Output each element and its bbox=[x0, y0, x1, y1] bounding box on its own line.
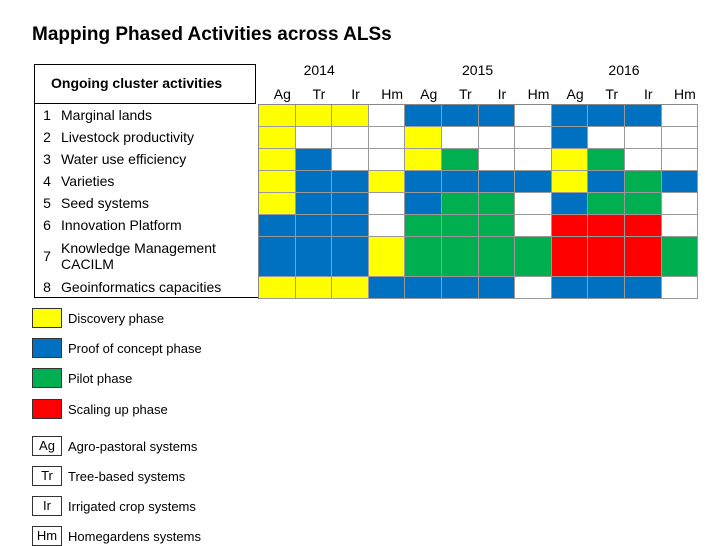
activity-label-line: Seed systems bbox=[61, 195, 149, 211]
system-code-label: Tree-based systems bbox=[68, 469, 186, 484]
year-label: 2014 bbox=[303, 62, 335, 78]
activity-label-line: Livestock productivity bbox=[61, 129, 195, 145]
phase-cell bbox=[588, 105, 625, 127]
phase-cell bbox=[296, 105, 333, 127]
activity-label-line: CACILM bbox=[61, 256, 114, 272]
phase-cell bbox=[662, 105, 699, 127]
phase-cell bbox=[625, 127, 662, 149]
phase-cell bbox=[332, 105, 369, 127]
system-code-header: Ir bbox=[351, 86, 360, 102]
phase-cell bbox=[259, 215, 296, 237]
system-code-header: Ag bbox=[566, 86, 584, 102]
phase-cell bbox=[259, 127, 296, 149]
phase-cell bbox=[515, 127, 552, 149]
phase-cell bbox=[369, 171, 406, 193]
system-code-header: Tr bbox=[312, 86, 326, 102]
phase-cell bbox=[442, 105, 479, 127]
activity-label bbox=[61, 129, 194, 145]
phase-cell bbox=[625, 237, 662, 277]
phase-cell bbox=[442, 237, 479, 277]
legend-swatch bbox=[32, 368, 62, 388]
phase-cell bbox=[552, 149, 589, 171]
activity-label bbox=[61, 195, 149, 211]
phase-cell bbox=[588, 127, 625, 149]
legend-label: Discovery phase bbox=[68, 311, 165, 326]
phase-cell bbox=[296, 127, 333, 149]
phase-cell bbox=[259, 237, 296, 277]
phase-cell bbox=[588, 193, 625, 215]
activity-number: 7 bbox=[43, 248, 51, 264]
phase-cell bbox=[332, 171, 369, 193]
phase-cell bbox=[442, 127, 479, 149]
phase-cell bbox=[479, 277, 516, 299]
phase-cell bbox=[625, 193, 662, 215]
phase-cell bbox=[369, 149, 406, 171]
phase-cell bbox=[588, 171, 625, 193]
system-code-box: Ir bbox=[32, 496, 62, 516]
phase-cell bbox=[479, 193, 516, 215]
activity-label-line: Innovation Platform bbox=[61, 217, 182, 233]
activity-label-line: Marginal lands bbox=[61, 107, 153, 123]
phase-cell bbox=[332, 193, 369, 215]
phase-cell bbox=[479, 127, 516, 149]
phase-cell bbox=[369, 105, 406, 127]
phase-cell bbox=[515, 105, 552, 127]
system-code-box: Ag bbox=[32, 436, 62, 456]
legend-label: Pilot phase bbox=[68, 371, 133, 386]
phase-cell bbox=[479, 171, 516, 193]
phase-cell bbox=[625, 105, 662, 127]
phase-cell bbox=[588, 149, 625, 171]
phase-cell bbox=[662, 215, 699, 237]
phase-cell bbox=[369, 237, 406, 277]
phase-cell bbox=[625, 277, 662, 299]
phase-cell bbox=[405, 127, 442, 149]
phase-cell bbox=[479, 215, 516, 237]
system-code-header: Hm bbox=[381, 86, 403, 102]
legend-swatch bbox=[32, 399, 62, 419]
phase-cell bbox=[442, 171, 479, 193]
year-label: 2016 bbox=[608, 62, 640, 78]
phase-cell bbox=[662, 171, 699, 193]
phase-cell bbox=[479, 237, 516, 277]
system-code-header: Ir bbox=[644, 86, 653, 102]
phase-cell bbox=[662, 237, 699, 277]
phase-cell bbox=[662, 277, 699, 299]
phase-grid bbox=[258, 104, 698, 299]
system-code-label: Irrigated crop systems bbox=[68, 499, 196, 514]
phase-cell bbox=[405, 277, 442, 299]
activities-list bbox=[34, 104, 258, 298]
system-code-header: Ag bbox=[420, 86, 438, 102]
legend-swatch bbox=[32, 308, 62, 328]
phase-cell bbox=[405, 105, 442, 127]
phase-cell bbox=[296, 171, 333, 193]
phase-cell bbox=[552, 215, 589, 237]
phase-cell bbox=[552, 127, 589, 149]
phase-cell bbox=[369, 277, 406, 299]
activity-label bbox=[61, 173, 114, 189]
legend-swatch bbox=[32, 338, 62, 358]
phase-cell bbox=[332, 237, 369, 277]
phase-cell bbox=[588, 277, 625, 299]
phase-cell bbox=[515, 171, 552, 193]
phase-cell bbox=[625, 215, 662, 237]
system-code-box: Tr bbox=[32, 466, 62, 486]
activity-label-line: Varieties bbox=[61, 173, 115, 189]
system-code-label: Homegardens systems bbox=[68, 529, 201, 544]
legend-label: Scaling up phase bbox=[68, 402, 168, 417]
activity-number: 5 bbox=[43, 195, 51, 211]
phase-cell bbox=[259, 149, 296, 171]
phase-cell bbox=[296, 215, 333, 237]
phase-cell bbox=[552, 105, 589, 127]
phase-cell bbox=[625, 171, 662, 193]
phase-cell bbox=[552, 171, 589, 193]
phase-cell bbox=[515, 215, 552, 237]
phase-cell bbox=[369, 193, 406, 215]
phase-cell bbox=[332, 127, 369, 149]
activity-number: 1 bbox=[43, 107, 51, 123]
phase-cell bbox=[405, 171, 442, 193]
phase-cell bbox=[259, 193, 296, 215]
activities-header-label: Ongoing cluster activities bbox=[51, 75, 223, 91]
system-code-label: Agro-pastoral systems bbox=[68, 439, 198, 454]
phase-cell bbox=[442, 277, 479, 299]
phase-cell bbox=[405, 215, 442, 237]
phase-cell bbox=[588, 237, 625, 277]
phase-cell bbox=[515, 237, 552, 277]
activity-number: 4 bbox=[43, 173, 51, 189]
system-code-header: Hm bbox=[674, 86, 696, 102]
legend-label: Proof of concept phase bbox=[68, 341, 202, 356]
phase-cell bbox=[479, 149, 516, 171]
phase-cell bbox=[662, 127, 699, 149]
phase-cell bbox=[369, 215, 406, 237]
activities-header bbox=[34, 64, 256, 104]
system-code-box: Hm bbox=[32, 526, 62, 546]
phase-cell bbox=[588, 215, 625, 237]
system-code-header: Hm bbox=[527, 86, 550, 102]
phase-cell bbox=[552, 237, 589, 277]
year-label: 2015 bbox=[462, 62, 494, 78]
phase-cell bbox=[405, 237, 442, 277]
phase-cell bbox=[332, 149, 369, 171]
phase-cell bbox=[442, 149, 479, 171]
phase-cell bbox=[405, 193, 442, 215]
activity-label bbox=[61, 240, 216, 272]
phase-cell bbox=[625, 149, 662, 171]
phase-cell bbox=[296, 193, 333, 215]
activity-number: 2 bbox=[43, 129, 51, 145]
phase-cell bbox=[515, 277, 552, 299]
phase-cell bbox=[515, 149, 552, 171]
phase-cell bbox=[662, 149, 699, 171]
phase-cell bbox=[296, 149, 333, 171]
activity-label-line: Knowledge Management bbox=[61, 240, 216, 256]
phase-cell bbox=[369, 127, 406, 149]
system-code-header: Ag bbox=[273, 86, 291, 102]
system-code-header: Tr bbox=[605, 86, 619, 102]
phase-cell bbox=[442, 193, 479, 215]
phase-cell bbox=[259, 171, 296, 193]
phase-cell bbox=[296, 237, 333, 277]
phase-cell bbox=[332, 215, 369, 237]
phase-cell bbox=[552, 193, 589, 215]
phase-cell bbox=[332, 277, 369, 299]
phase-cell bbox=[515, 193, 552, 215]
activity-label bbox=[61, 217, 182, 233]
activity-label bbox=[61, 107, 152, 123]
phase-cell bbox=[479, 105, 516, 127]
activity-label bbox=[61, 151, 186, 167]
system-code-header: Ir bbox=[497, 86, 507, 102]
activity-number: 3 bbox=[43, 151, 51, 167]
phase-cell bbox=[296, 277, 333, 299]
phase-cell bbox=[405, 149, 442, 171]
system-code-header: Tr bbox=[458, 86, 472, 102]
page-title: Mapping Phased Activities across ALSs bbox=[32, 24, 392, 45]
phase-cell bbox=[552, 277, 589, 299]
phase-cell bbox=[259, 105, 296, 127]
phase-cell bbox=[662, 193, 699, 215]
activity-number: 6 bbox=[43, 217, 51, 233]
phase-cell bbox=[442, 215, 479, 237]
activity-number: 8 bbox=[43, 279, 51, 295]
activity-label-line: Geoinformatics capacities bbox=[61, 279, 222, 295]
phase-cell bbox=[259, 277, 296, 299]
activity-label-line: Water use efficiency bbox=[61, 151, 187, 167]
activity-label bbox=[61, 279, 221, 295]
